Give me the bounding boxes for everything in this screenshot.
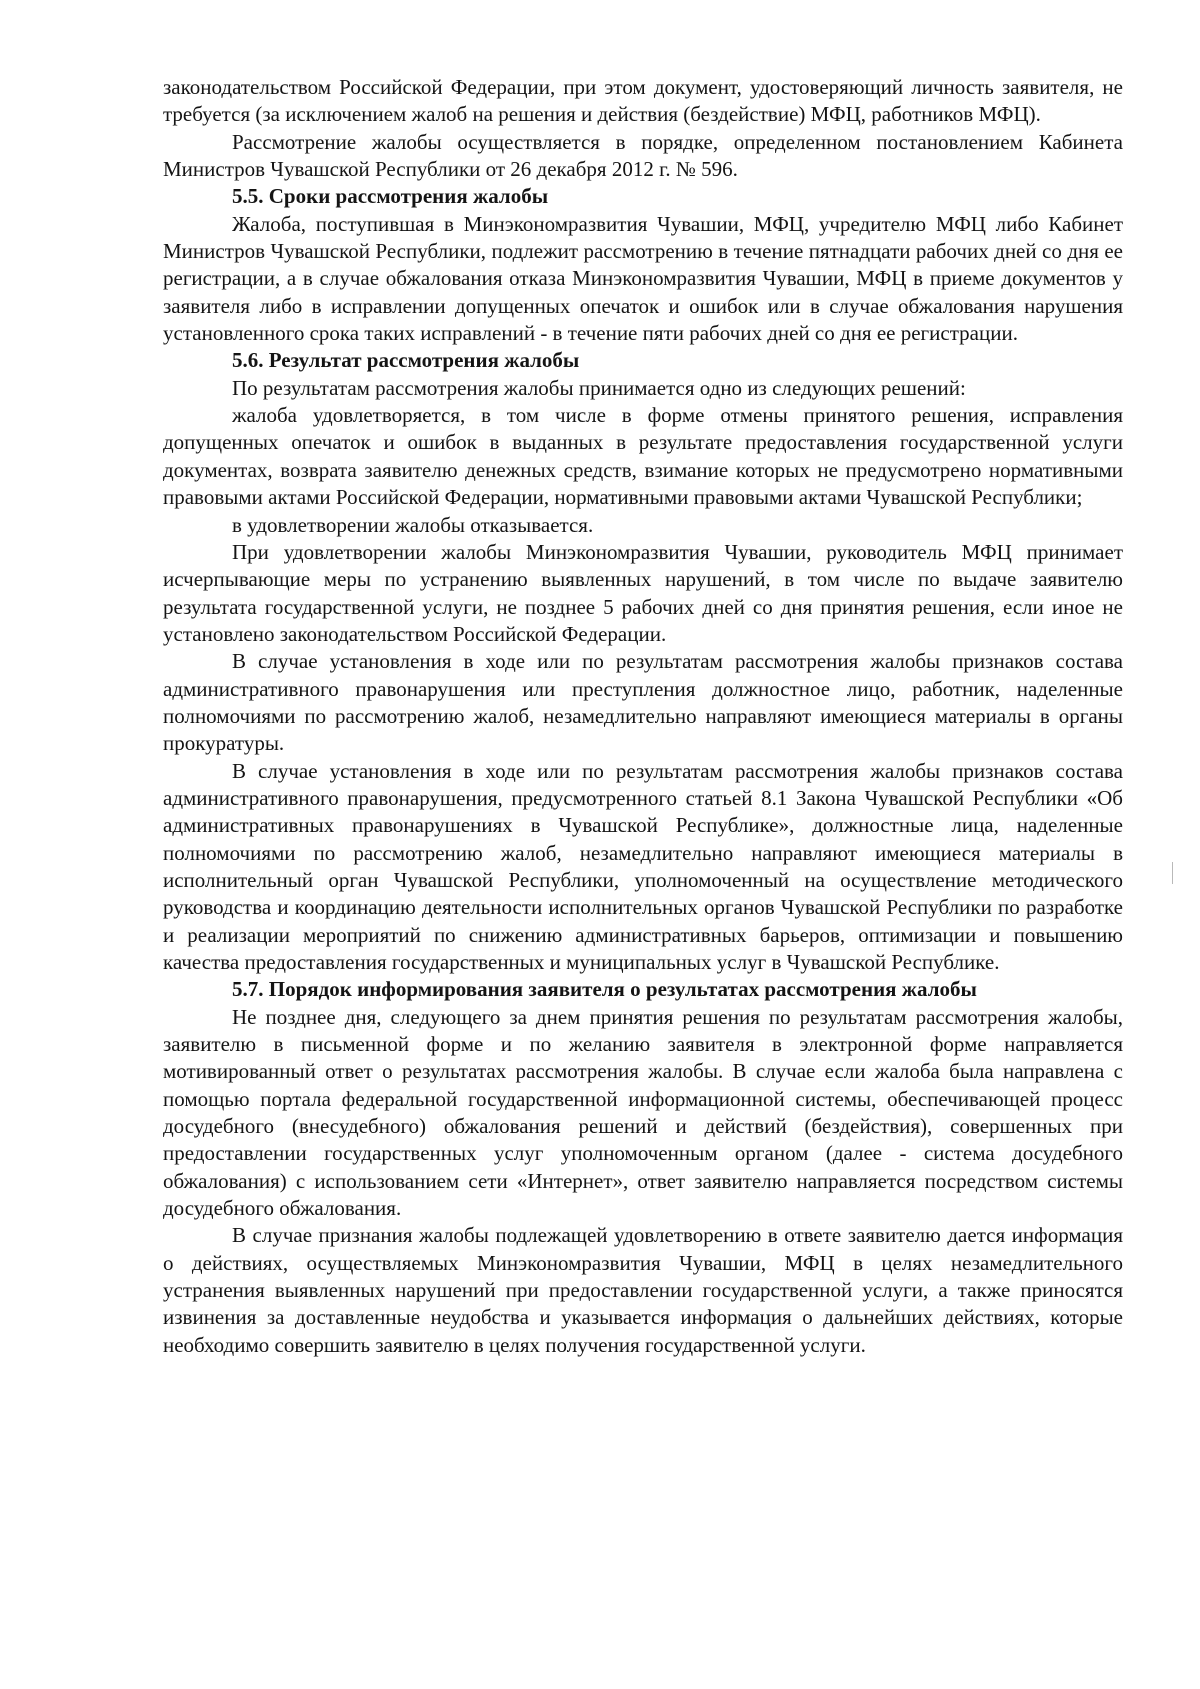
paragraph: По результатам рассмотрения жалобы принимается одно из следующих решений: <box>232 375 966 400</box>
paragraph: Не позднее дня, следующего за днем принятия решения по результатам рассмотрения жалобы, заявителю в письменной форме и по желанию заявителя в электронной форме направляется мотивированный ответ о результатах рассмотрения жалобы. В случае если жалоба была направлена с помощью портала федеральной государственной информационной системы, обеспечивающей процесс досудебного (внесудебного) обжалования решений и действий (бездействия), совершенных при предоставлении государственных услуг уполномоченным органом (далее - система досудебного обжалования) с использованием сети «Интернет», ответ заявителю направляется посредством системы досудебного обжалования. <box>163 1004 1123 1221</box>
paragraph: законодательством Российской Федерации, при этом документ, удостоверяющий личность заявителя, не требуется (за исключением жалоб на решения и действия (бездействие) МФЦ, работников МФЦ). <box>163 75 1123 127</box>
document-body <box>163 74 1123 1359</box>
paragraph: Жалоба, поступившая в Минэкономразвития Чувашии, МФЦ, учредителю МФЦ либо Кабинет Министров Чувашской Республики, подлежит рассмотрению в течение пятнадцати рабочих дней со дня ее регистрации, а в случае обжалования отказа Минэкономразвития Чувашии, МФЦ в приеме документов у заявителя либо в исправлении допущенных опечаток и ошибок или в случае обжалования нарушения установленного срока таких исправлений - в течение пяти рабочих дней со дня ее регистрации. <box>163 211 1123 346</box>
paragraph: В случае установления в ходе или по результатам рассмотрения жалобы признаков состава административного правонарушения, предусмотренного статьей 8.1 Закона Чувашской Республики «Об административных правонарушениях в Чувашской Республике», должностные лица, наделенные полномочиями по рассмотрению жалоб, незамедлительно направляют имеющиеся материалы в исполнительный орган Чувашской Республики, уполномоченный на осуществление методического руководства и координацию деятельности исполнительных органов Чувашской Республики по разработке и реализации мероприятий по снижению административных барьеров, оптимизации и повышению качества предоставления государственных и муниципальных услуг в Чувашской Республике. <box>163 758 1123 974</box>
section-heading-5-5: 5.5. Сроки рассмотрения жалобы <box>232 184 549 209</box>
paragraph: жалоба удовлетворяется, в том числе в форме отмены принятого решения, исправления допущенных опечаток и ошибок в выданных в результате предоставления государственной услуги документах, возврата заявителю денежных средств, взимание которых не предусмотрено нормативными правовыми актами Российской Федерации, нормативными правовыми актами Чувашской Республики; <box>163 403 1123 510</box>
scan-artifact <box>1172 862 1173 884</box>
section-heading-5-7: 5.7. Порядок информирования заявителя о результатах рассмотрения жалобы <box>232 977 977 1002</box>
section-heading-5-6: 5.6. Результат рассмотрения жалобы <box>232 348 580 373</box>
paragraph: При удовлетворении жалобы Минэкономразвития Чувашии, руководитель МФЦ принимает исчерпывающие меры по устранению выявленных нарушений, в том числе по выдаче заявителю результата государственной услуги, не позднее 5 рабочих дней со дня принятия решения, если иное не установлено законодательством Российской Федерации. <box>163 539 1123 646</box>
paragraph: в удовлетворении жалобы отказывается. <box>232 512 594 537</box>
paragraph: Рассмотрение жалобы осуществляется в порядке, определенном постановлением Кабинета Министров Чувашской Республики от 26 декабря 2012 г. № 596. <box>163 129 1123 182</box>
paragraph: В случае признания жалобы подлежащей удовлетворению в ответе заявителю дается информация о действиях, осуществляемых Минэкономразвития Чувашии, МФЦ в целях незамедлительного устранения выявленных нарушений при предоставлении государственной услуги, а также приносятся извинения за доставленные неудобства и указывается информация о дальнейших действиях, которые необходимо совершить заявителю в целях получения государственной услуги. <box>163 1223 1123 1357</box>
paragraph: В случае установления в ходе или по результатам рассмотрения жалобы признаков состава административного правонарушения или преступления должностное лицо, работник, наделенные полномочиями по рассмотрению жалоб, незамедлительно направляют имеющиеся материалы в органы прокуратуры. <box>163 649 1123 756</box>
